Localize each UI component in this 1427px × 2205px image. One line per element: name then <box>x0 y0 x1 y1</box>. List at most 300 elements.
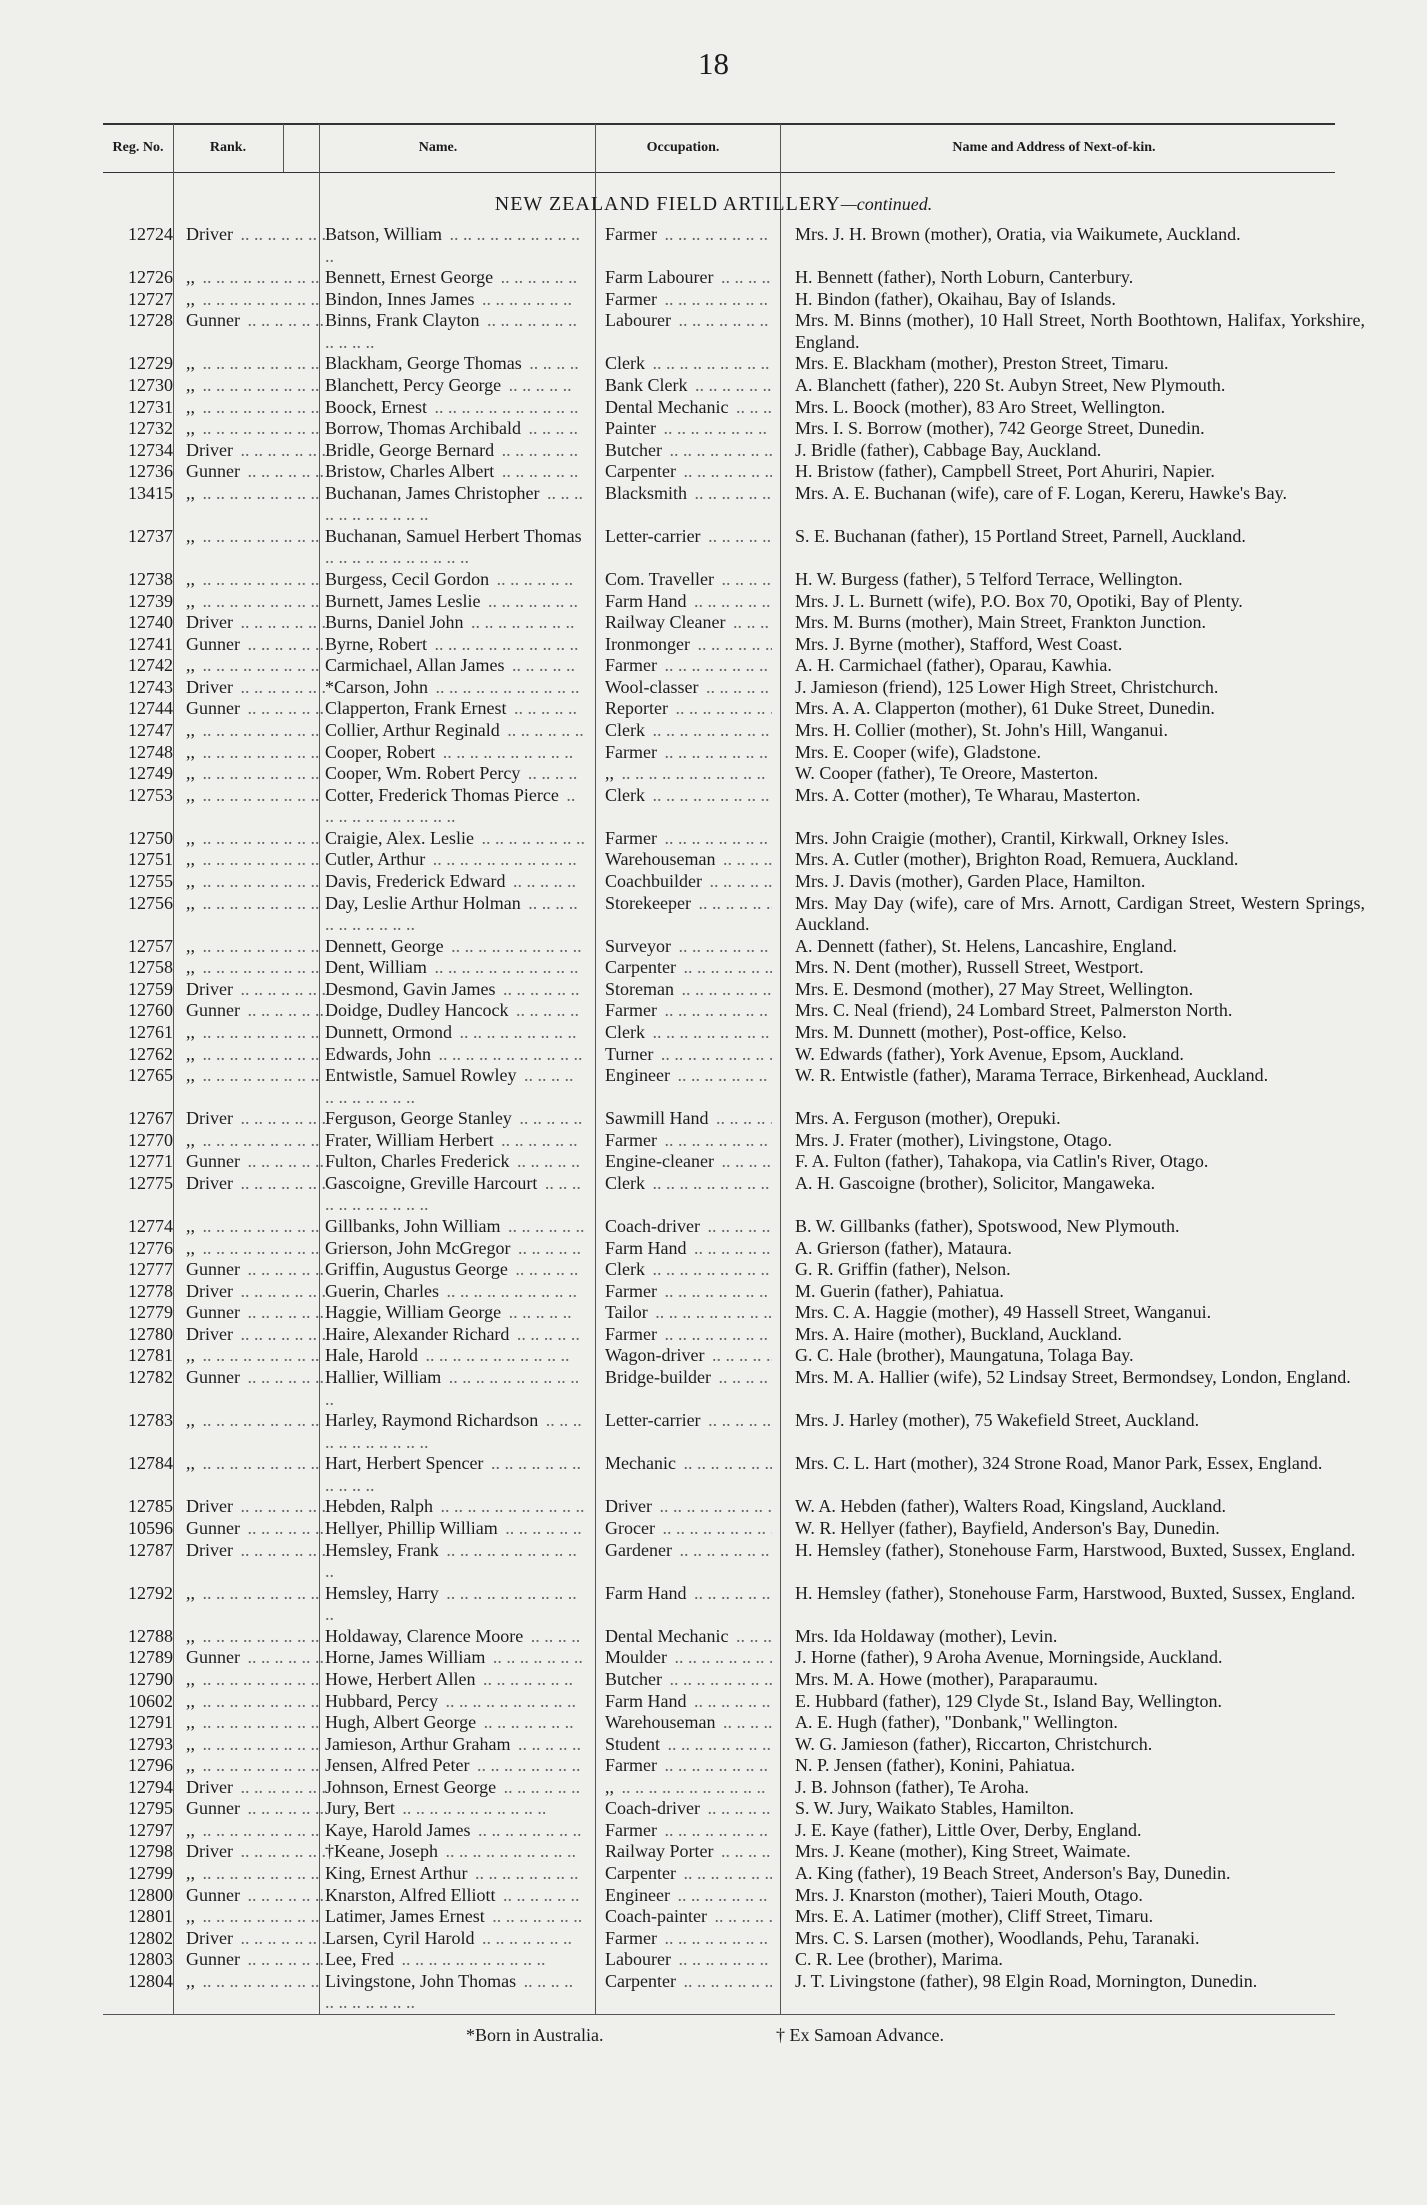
rank-text: ,, <box>186 1065 198 1085</box>
occupation <box>605 1863 772 1885</box>
occupation-text: Farmer <box>605 1928 660 1948</box>
rank-text: Driver <box>186 440 236 460</box>
rank-text: ,, <box>186 397 198 417</box>
table-row <box>0 1540 1427 1583</box>
occupation <box>605 742 772 764</box>
reg-number: 12730 <box>128 374 173 395</box>
reg-number: 12771 <box>128 1151 173 1172</box>
next-of-kin: Mrs. M. A. Howe (mother), Paraparaumu. <box>795 1668 1098 1689</box>
occupation-text: ,, <box>605 763 617 783</box>
header-occupation: Occupation. <box>646 140 720 155</box>
next-of-kin: Mrs. C. A. Haggie (mother), 49 Hassell Street, Wanganui. <box>795 1302 1212 1323</box>
table-row <box>0 526 1427 569</box>
rank <box>186 612 326 634</box>
soldier-name <box>325 591 585 613</box>
soldier-name-text: Doidge, Dudley Hancock <box>325 1000 511 1020</box>
next-of-kin: J. Horne (father), 9 Aroha Avenue, Morningside, Auckland. <box>795 1647 1223 1668</box>
table-row <box>0 634 1427 656</box>
rank-text: ,, <box>186 591 198 611</box>
table-row <box>0 1130 1427 1152</box>
next-of-kin: M. Guerin (father), Pahiatua. <box>795 1280 1004 1301</box>
rank-text: ,, <box>186 655 198 675</box>
soldier-name <box>325 1151 585 1173</box>
section-title <box>0 193 1427 216</box>
table-row <box>0 1647 1427 1669</box>
next-of-kin: Mrs. J. Davis (mother), Garden Place, Hamilton. <box>795 870 1146 891</box>
rank-text: ,, <box>186 418 198 438</box>
table-row <box>0 612 1427 634</box>
rank <box>186 1259 326 1281</box>
rank-text: ,, <box>186 1712 198 1732</box>
table-row <box>0 1928 1427 1950</box>
rank <box>186 397 326 419</box>
occupation <box>605 1367 772 1389</box>
rank-text: Driver <box>186 677 236 697</box>
soldier-name-text: Byrne, Robert <box>325 634 430 654</box>
reg-number: 12799 <box>128 1863 173 1884</box>
soldier-name-text: Boock, Ernest <box>325 397 430 417</box>
next-of-kin: Mrs. E. Blackham (mother), Preston Street, Timaru. <box>795 353 1169 374</box>
rank-text: ,, <box>186 267 198 287</box>
rank-text: ,, <box>186 720 198 740</box>
occupation-text: ,, <box>605 1777 617 1797</box>
rank-text: Driver <box>186 979 236 999</box>
rank-text: Gunner <box>186 1367 243 1387</box>
occupation <box>605 1044 772 1066</box>
table-row <box>0 1238 1427 1260</box>
occupation-text: Carpenter <box>605 461 679 481</box>
occupation-text: Farmer <box>605 742 660 762</box>
rank <box>186 936 326 958</box>
rank <box>186 461 326 483</box>
next-of-kin: Mrs. I. S. Borrow (mother), 742 George Street, Dunedin. <box>795 418 1205 439</box>
occupation <box>605 1669 772 1691</box>
soldier-name <box>325 1044 585 1066</box>
next-of-kin: Mrs. John Craigie (mother), Crantil, Kirkwall, Orkney Isles. <box>795 827 1229 848</box>
occupation <box>605 440 772 462</box>
occupation-text: Clerk <box>605 1173 648 1193</box>
next-of-kin: Mrs. A. Haire (mother), Buckland, Auckland. <box>795 1323 1122 1344</box>
next-of-kin: J. T. Livingstone (father), 98 Elgin Road, Mornington, Dunedin. <box>795 1970 1258 1991</box>
rank <box>186 591 326 613</box>
next-of-kin: Mrs. J. Knarston (mother), Taieri Mouth, Otago. <box>795 1884 1143 1905</box>
table-row <box>0 224 1427 267</box>
reg-number: 12732 <box>128 418 173 439</box>
soldier-name <box>325 483 585 526</box>
reg-number: 12791 <box>128 1712 173 1733</box>
soldier-name-text: Bristow, Charles Albert <box>325 461 497 481</box>
occupation-text: Clerk <box>605 1022 648 1042</box>
rank-text: ,, <box>186 1691 198 1711</box>
table-row <box>0 1669 1427 1691</box>
soldier-name-text: Hugh, Albert George <box>325 1712 479 1732</box>
rank <box>186 267 326 289</box>
reg-number: 12739 <box>128 590 173 611</box>
rank <box>186 1518 326 1540</box>
next-of-kin: Mrs. C. S. Larsen (mother), Woodlands, Pehu, Taranaki. <box>795 1927 1200 1948</box>
occupation <box>605 871 772 893</box>
rank <box>186 1691 326 1713</box>
next-of-kin: A. Grierson (father), Mataura. <box>795 1237 1012 1258</box>
next-of-kin: A. Dennett (father), St. Helens, Lancashire, England. <box>795 935 1177 956</box>
soldier-name <box>325 634 585 656</box>
rank <box>186 1712 326 1734</box>
reg-number: 12751 <box>128 849 173 870</box>
soldier-name <box>325 655 585 677</box>
occupation <box>605 1130 772 1152</box>
soldier-name <box>325 224 585 267</box>
rank <box>186 418 326 440</box>
next-of-kin: Mrs. C. Neal (friend), 24 Lombard Street, Palmerston North. <box>795 1000 1233 1021</box>
occupation <box>605 1065 772 1087</box>
rank <box>186 1302 326 1324</box>
rank <box>186 828 326 850</box>
rank <box>186 763 326 785</box>
occupation-text: Farmer <box>605 655 660 675</box>
table-row <box>0 289 1427 311</box>
occupation-text: Storekeeper <box>605 893 694 913</box>
next-of-kin: W. A. Hebden (father), Walters Road, Kingsland, Auckland. <box>795 1496 1226 1517</box>
reg-number: 12765 <box>128 1065 173 1086</box>
next-of-kin: Mrs. E. Cooper (wife), Gladstone. <box>795 741 1041 762</box>
rank-text: Gunner <box>186 1302 243 1322</box>
next-of-kin: Mrs. J. Keane (mother), King Street, Waimate. <box>795 1841 1131 1862</box>
soldier-name-text: Bridle, George Bernard <box>325 440 497 460</box>
occupation-text: Grocer <box>605 1518 658 1538</box>
soldier-name <box>325 677 585 699</box>
table-row <box>0 1453 1427 1496</box>
next-of-kin: W. R. Hellyer (father), Bayfield, Anderson's Bay, Dunedin. <box>795 1517 1220 1538</box>
occupation-text: Clerk <box>605 720 648 740</box>
next-of-kin: A. King (father), 19 Beach Street, Anderson's Bay, Dunedin. <box>795 1863 1231 1884</box>
occupation <box>605 1518 772 1540</box>
occupation <box>605 1022 772 1044</box>
soldier-name-text: Lee, Fred <box>325 1949 397 1969</box>
reg-number: 12788 <box>128 1625 173 1646</box>
reg-number: 12770 <box>128 1129 173 1150</box>
soldier-name-text: Haggie, William George <box>325 1302 504 1322</box>
occupation-text: Butcher <box>605 1669 665 1689</box>
section-continued: —continued. <box>840 194 933 214</box>
soldier-name <box>325 1540 585 1583</box>
occupation <box>605 1949 772 1971</box>
rank-text: ,, <box>186 785 198 805</box>
bottom-rule <box>103 2014 1335 2015</box>
occupation-text: Warehouseman <box>605 1712 719 1732</box>
soldier-name-text: Craigie, Alex. Leslie <box>325 828 477 848</box>
table-row <box>0 1216 1427 1238</box>
soldier-name <box>325 1367 585 1410</box>
soldier-name-text: Jury, Bert <box>325 1798 398 1818</box>
occupation <box>605 1453 772 1475</box>
rank <box>186 1583 326 1605</box>
soldier-name-text: Hale, Harold <box>325 1345 421 1365</box>
soldier-name-text: Dunnett, Ormond <box>325 1022 455 1042</box>
soldier-name-text: †Keane, Joseph <box>325 1841 441 1861</box>
rank-text: Driver <box>186 1777 236 1797</box>
soldier-name-text: Howe, Herbert Allen <box>325 1669 478 1689</box>
soldier-name <box>325 1712 585 1734</box>
occupation <box>605 720 772 742</box>
reg-number: 12767 <box>128 1108 173 1129</box>
occupation <box>605 1734 772 1756</box>
occupation-text: Farm Hand <box>605 1583 689 1603</box>
occupation-text: Moulder <box>605 1647 670 1667</box>
occupation <box>605 1151 772 1173</box>
table-row <box>0 1022 1427 1044</box>
next-of-kin: Mrs. L. Boock (mother), 83 Aro Street, Wellington. <box>795 396 1166 417</box>
rank-text: ,, <box>186 763 198 783</box>
rank-text: Gunner <box>186 1151 243 1171</box>
soldier-name-text: Ferguson, George Stanley <box>325 1108 515 1128</box>
reg-number: 12781 <box>128 1345 173 1366</box>
rank <box>186 310 326 332</box>
occupation-text: Reporter <box>605 698 671 718</box>
soldier-name-text: Cotter, Frederick Thomas Pierce <box>325 785 562 805</box>
soldier-name <box>325 720 585 742</box>
soldier-name-text: Collier, Arthur Reginald <box>325 720 503 740</box>
rank <box>186 1949 326 1971</box>
rank <box>186 893 326 915</box>
table-row <box>0 1885 1427 1907</box>
occupation-text: Sawmill Hand <box>605 1108 712 1128</box>
soldier-name <box>325 397 585 419</box>
table-row <box>0 1798 1427 1820</box>
rank-text: ,, <box>186 1863 198 1883</box>
reg-number: 13415 <box>128 482 173 503</box>
occupation-text: Warehouseman <box>605 849 719 869</box>
rank-text: Driver <box>186 1324 236 1344</box>
rank-text: ,, <box>186 957 198 977</box>
occupation-text: Butcher <box>605 440 665 460</box>
reg-number: 12743 <box>128 676 173 697</box>
soldier-name-text: Bindon, Innes James <box>325 289 477 309</box>
section-title-text: NEW ZEALAND FIELD ARTILLERY <box>494 193 841 215</box>
soldier-name <box>325 871 585 893</box>
reg-number: 12789 <box>128 1647 173 1668</box>
soldier-name <box>325 353 585 375</box>
soldier-name <box>325 742 585 764</box>
occupation-text: Labourer <box>605 310 674 330</box>
soldier-name-text: Hallier, William <box>325 1367 444 1387</box>
occupation-text: Labourer <box>605 1949 674 1969</box>
occupation-text: Coach-painter <box>605 1906 710 1926</box>
table-row <box>0 720 1427 742</box>
reg-number: 12794 <box>128 1776 173 1797</box>
soldier-name-text: Livingstone, John Thomas <box>325 1971 519 1991</box>
rank <box>186 1669 326 1691</box>
occupation-text: Driver <box>605 1496 655 1516</box>
occupation <box>605 1345 772 1367</box>
table-row <box>0 1583 1427 1626</box>
next-of-kin: Mrs. A. Cutler (mother), Brighton Road, Remuera, Auckland. <box>795 849 1239 870</box>
next-of-kin: G. R. Griffin (father), Nelson. <box>795 1259 1011 1280</box>
occupation-text: Mechanic <box>605 1453 679 1473</box>
table-row <box>0 1777 1427 1799</box>
reg-number: 12757 <box>128 935 173 956</box>
table-row <box>0 461 1427 483</box>
reg-number: 12780 <box>128 1323 173 1344</box>
occupation-text: Railway Porter <box>605 1841 716 1861</box>
next-of-kin: S. W. Jury, Waikato Stables, Hamilton. <box>795 1798 1075 1819</box>
soldier-name-text: Harley, Raymond Richardson <box>325 1410 541 1430</box>
soldier-name-text: Blackham, George Thomas <box>325 353 525 373</box>
occupation <box>605 224 772 246</box>
occupation <box>605 1302 772 1324</box>
occupation-text: Storeman <box>605 979 677 999</box>
occupation <box>605 1928 772 1950</box>
soldier-name-text: Batson, William <box>325 224 445 244</box>
rank-text: Gunner <box>186 1798 243 1818</box>
rank <box>186 1000 326 1022</box>
occupation <box>605 483 772 505</box>
reg-number: 10602 <box>128 1690 173 1711</box>
reg-number: 12749 <box>128 763 173 784</box>
rank <box>186 1173 326 1195</box>
next-of-kin: H. Hemsley (father), Stonehouse Farm, Harstwood, Buxted, Sussex, England. <box>795 1539 1356 1560</box>
next-of-kin: Mrs. J. H. Brown (mother), Oratia, via Waikumete, Auckland. <box>795 224 1241 244</box>
rank-text: Gunner <box>186 461 243 481</box>
reg-number: 12798 <box>128 1841 173 1862</box>
soldier-name <box>325 893 585 936</box>
occupation <box>605 1496 772 1518</box>
rank <box>186 720 326 742</box>
reg-number: 12775 <box>128 1172 173 1193</box>
occupation-text: Farmer <box>605 1130 660 1150</box>
occupation-text: Clerk <box>605 353 648 373</box>
soldier-name <box>325 1906 585 1928</box>
table-row <box>0 1949 1427 1971</box>
reg-number: 12738 <box>128 569 173 590</box>
rank <box>186 1647 326 1669</box>
soldier-name-text: Buchanan, Samuel Herbert Thomas <box>325 526 585 546</box>
occupation <box>605 785 772 807</box>
occupation-text: Dental Mechanic <box>605 1626 731 1646</box>
rank <box>186 1885 326 1907</box>
occupation <box>605 1238 772 1260</box>
table-row <box>0 1173 1427 1216</box>
next-of-kin: J. Jamieson (friend), 125 Lower High Street, Christchurch. <box>795 676 1219 697</box>
reg-number: 12793 <box>128 1733 173 1754</box>
occupation-text: Dental Mechanic <box>605 397 731 417</box>
occupation <box>605 1216 772 1238</box>
rank-text: ,, <box>186 1583 198 1603</box>
occupation-text: Farmer <box>605 1000 660 1020</box>
rank <box>186 1324 326 1346</box>
soldier-name <box>325 1281 585 1303</box>
occupation <box>605 979 772 1001</box>
occupation <box>605 849 772 871</box>
occupation-text: Engine-cleaner <box>605 1151 717 1171</box>
soldier-name <box>325 1238 585 1260</box>
rank <box>186 1044 326 1066</box>
rank-text: Gunner <box>186 310 243 330</box>
rank-text: ,, <box>186 289 198 309</box>
rank-text: Driver <box>186 1540 236 1560</box>
occupation-text: Farmer <box>605 828 660 848</box>
next-of-kin: Mrs. J. Byrne (mother), Stafford, West Coast. <box>795 633 1123 654</box>
next-of-kin: J. E. Kaye (father), Little Over, Derby, England. <box>795 1819 1142 1840</box>
occupation-text: Bank Clerk <box>605 375 691 395</box>
occupation-text: Bridge-builder <box>605 1367 714 1387</box>
soldier-name-text: King, Ernest Arthur <box>325 1863 470 1883</box>
occupation <box>605 1777 772 1799</box>
table-row <box>0 828 1427 850</box>
occupation-text: Coachbuilder <box>605 871 705 891</box>
next-of-kin: Mrs. A. E. Buchanan (wife), care of F. Logan, Kereru, Hawke's Bay. <box>795 482 1287 503</box>
next-of-kin: Mrs. A. Ferguson (mother), Orepuki. <box>795 1108 1061 1129</box>
soldier-name <box>325 418 585 440</box>
reg-number: 12795 <box>128 1798 173 1819</box>
table-row <box>0 957 1427 979</box>
soldier-name <box>325 1798 585 1820</box>
occupation-text: Wool-classer <box>605 677 702 697</box>
next-of-kin: W. R. Entwistle (father), Marama Terrace, Birkenhead, Auckland. <box>795 1065 1269 1086</box>
next-of-kin: H. Bristow (father), Campbell Street, Port Ahuriri, Napier. <box>795 461 1215 482</box>
soldier-name-text: Hart, Herbert Spencer <box>325 1453 486 1473</box>
soldier-name <box>325 1022 585 1044</box>
reg-number: 12744 <box>128 698 173 719</box>
soldier-name-text: Hubbard, Percy <box>325 1691 441 1711</box>
occupation-text: Engineer <box>605 1885 673 1905</box>
next-of-kin: H. Hemsley (father), Stonehouse Farm, Harstwood, Buxted, Sussex, England. <box>795 1582 1356 1603</box>
rank-text: ,, <box>186 828 198 848</box>
soldier-name <box>325 698 585 720</box>
reg-number: 12753 <box>128 784 173 805</box>
soldier-name <box>325 1173 585 1216</box>
next-of-kin: A. H. Gascoigne (brother), Solicitor, Mangaweka. <box>795 1172 1156 1193</box>
rank <box>186 1130 326 1152</box>
occupation-text: Gardener <box>605 1540 675 1560</box>
table-row <box>0 936 1427 958</box>
rank <box>186 1734 326 1756</box>
occupation <box>605 655 772 677</box>
rank <box>186 1626 326 1648</box>
occupation <box>605 612 772 634</box>
occupation <box>605 763 772 785</box>
table-header <box>103 124 1335 173</box>
rank <box>186 1928 326 1950</box>
table-row <box>0 785 1427 828</box>
table-row <box>0 1065 1427 1108</box>
table-row <box>0 591 1427 613</box>
occupation-text: Tailor <box>605 1302 651 1322</box>
rank-text: ,, <box>186 1216 198 1236</box>
soldier-name-text: Larsen, Cyril Harold <box>325 1928 477 1948</box>
occupation <box>605 310 772 332</box>
reg-number: 12783 <box>128 1410 173 1431</box>
occupation <box>605 289 772 311</box>
header-name: Name. <box>418 140 458 155</box>
occupation-text: Clerk <box>605 1259 648 1279</box>
soldier-name <box>325 979 585 1001</box>
occupation-text: Ironmonger <box>605 634 693 654</box>
rank-text: ,, <box>186 1022 198 1042</box>
table-row <box>0 310 1427 353</box>
reg-number: 12774 <box>128 1216 173 1237</box>
next-of-kin: H. Bennett (father), North Loburn, Canterbury. <box>795 267 1134 288</box>
reg-number: 12758 <box>128 957 173 978</box>
table-row <box>0 1281 1427 1303</box>
page-number: 18 <box>698 46 729 81</box>
occupation <box>605 1755 772 1777</box>
rank <box>186 979 326 1001</box>
table-row <box>0 871 1427 893</box>
occupation-text: Turner <box>605 1044 656 1064</box>
rank-text: ,, <box>186 375 198 395</box>
soldier-name-text: Davis, Frederick Edward <box>325 871 508 891</box>
reg-number: 12804 <box>128 1970 173 1991</box>
